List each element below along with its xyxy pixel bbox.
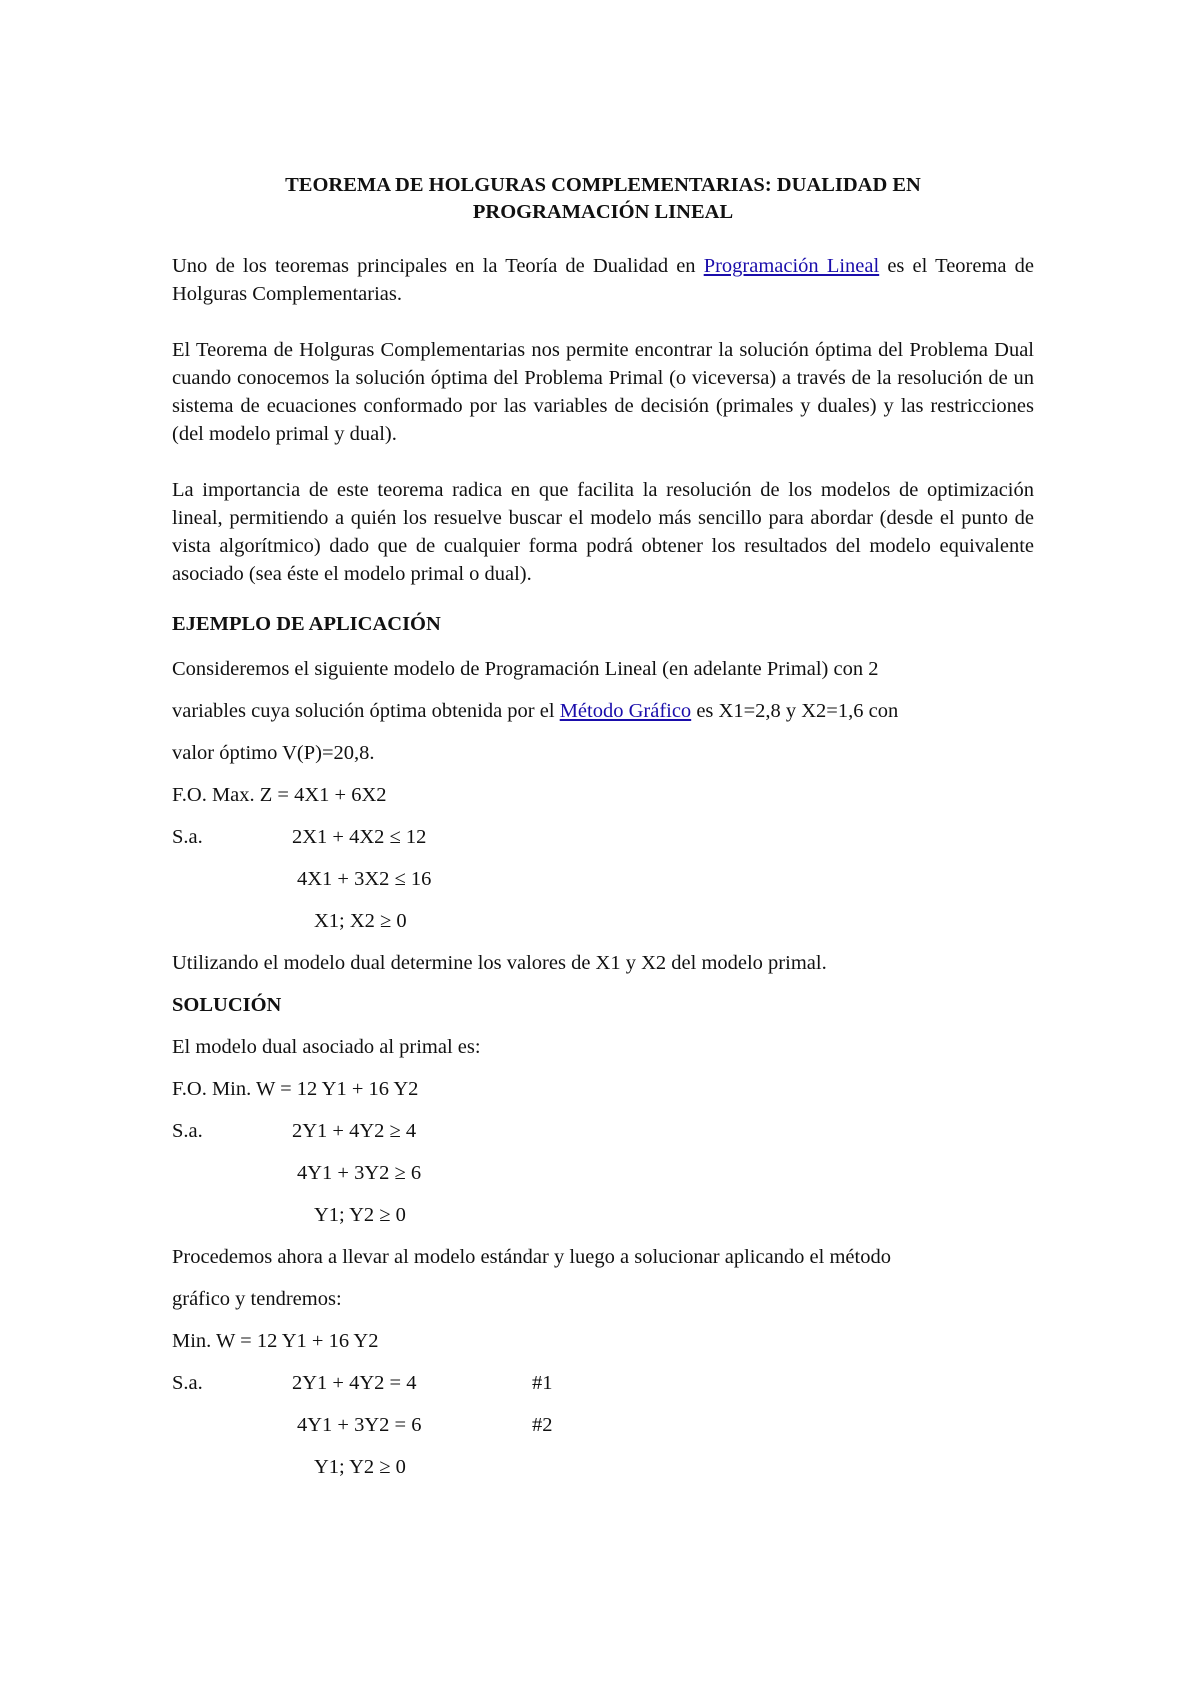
primal-c1: 2X1 + 4X2 ≤ 12 xyxy=(292,826,427,848)
intro-paragraph-3: La importancia de este teorema radica en que facilita la resolución de los modelos de optimización lineal, permitiendo a quién los resuelve buscar el modelo más sencillo para abordar (desde el punto de vista algorítmico) dado que de cualquier forma podrá obtener los resultados del modelo equivalente asociado (sea éste el modelo primal o dual). xyxy=(172,479,1034,585)
dual-objective: F.O. Min. W = 12 Y1 + 16 Y2 xyxy=(172,1078,419,1100)
intro-paragraph-2: El Teorema de Holguras Complementarias nos permite encontrar la solución óptima del Problema Dual cuando conocemos la solución óptima del Problema Primal (o viceversa) a través de la resolución de un sistema de ecuaciones conformado por las variables de decisión (primales y duales) y las restricciones (del modelo primal y dual). xyxy=(172,339,1034,445)
example-question: Utilizando el modelo dual determine los valores de X1 y X2 del modelo primal. xyxy=(172,952,827,974)
primal-objective: F.O. Max. Z = 4X1 + 6X2 xyxy=(172,784,387,806)
example-line-3: valor óptimo V(P)=20,8. xyxy=(172,742,375,764)
dual-c3: Y1; Y2 ≥ 0 xyxy=(314,1204,406,1226)
dual-c1: 2Y1 + 4Y2 ≥ 4 xyxy=(292,1120,417,1142)
intro-paragraph-1 xyxy=(172,252,1034,308)
example-heading: EJEMPLO DE APLICACIÓN xyxy=(172,613,441,635)
standard-nonnegativity xyxy=(172,1446,1034,1488)
primal-c3: X1; X2 ≥ 0 xyxy=(314,910,407,932)
primal-constraint-2 xyxy=(172,858,1034,900)
standard-c2: 4Y1 + 3Y2 = 6 xyxy=(297,1414,422,1436)
example-line-2 xyxy=(172,690,1034,732)
intro-p1-before: Uno de los teoremas principales en la Teoría de Dualidad en xyxy=(172,255,704,277)
dual-constraint-1 xyxy=(172,1110,1034,1152)
standard-c1: 2Y1 + 4Y2 = 4 xyxy=(292,1372,417,1394)
primal-nonnegativity xyxy=(172,900,1034,942)
intro-p1-after: es el Teorema de Holguras Complementarias. xyxy=(172,255,1034,305)
dual-nonnegativity xyxy=(172,1194,1034,1236)
standard-constraint-1 xyxy=(172,1362,1034,1404)
example-line-2-after: es X1=2,8 y X2=1,6 con xyxy=(691,700,899,722)
title-line-2: PROGRAMACIÓN LINEAL xyxy=(472,201,734,223)
standard-c1-tag: #1 xyxy=(532,1372,553,1394)
standard-constraint-2 xyxy=(172,1404,1034,1446)
document-title xyxy=(172,172,1034,226)
primal-c2: 4X1 + 3X2 ≤ 16 xyxy=(297,868,432,890)
dual-constraint-2 xyxy=(172,1152,1034,1194)
programacion-lineal-link[interactable]: Programación Lineal xyxy=(703,255,880,277)
primal-sa-label: S.a. xyxy=(172,826,203,848)
example-line-1: Consideremos el siguiente modelo de Programación Lineal (en adelante Primal) con 2 xyxy=(172,658,879,680)
dual-sa-label: S.a. xyxy=(172,1120,203,1142)
metodo-grafico-link[interactable]: Método Gráfico xyxy=(559,700,692,722)
document-page xyxy=(172,172,1034,1488)
standard-c3: Y1; Y2 ≥ 0 xyxy=(314,1456,406,1478)
standard-c2-tag: #2 xyxy=(532,1414,553,1436)
standard-objective: Min. W = 12 Y1 + 16 Y2 xyxy=(172,1330,379,1352)
solution-intro: El modelo dual asociado al primal es: xyxy=(172,1036,481,1058)
example-line-2-before: variables cuya solución óptima obtenida por el xyxy=(172,700,560,722)
solution-heading: SOLUCIÓN xyxy=(172,994,282,1016)
primal-constraint-1 xyxy=(172,816,1034,858)
solution-step-line-2: gráfico y tendremos: xyxy=(172,1288,342,1310)
solution-step-line-1: Procedemos ahora a llevar al modelo estándar y luego a solucionar aplicando el método xyxy=(172,1246,891,1268)
standard-sa-label: S.a. xyxy=(172,1372,203,1394)
title-line-1: TEOREMA DE HOLGURAS COMPLEMENTARIAS: DUALIDAD EN xyxy=(285,174,921,196)
dual-c2: 4Y1 + 3Y2 ≥ 6 xyxy=(297,1162,422,1184)
